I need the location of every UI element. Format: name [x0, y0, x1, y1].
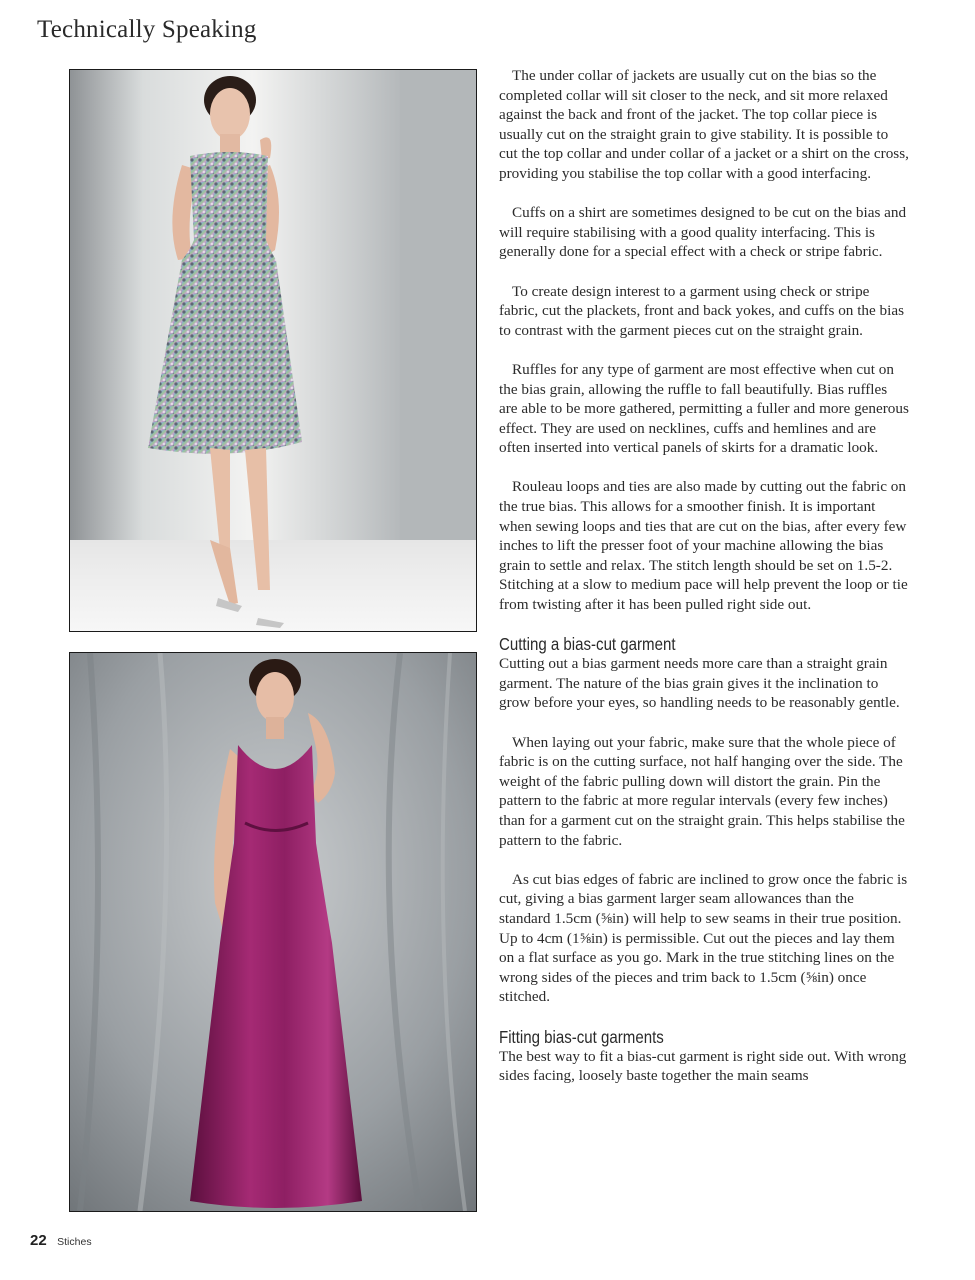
paragraph-under-collar: The under collar of jackets are usually cut on the bias so the completed collar will sit closer to the neck, and sit more relaxed against the back and front of the jacket. The top collar piece is usually cut on the straight grain to give stability. It is possible to cut the top collar and under collar of a jacket or a shirt on the cross, providing you stabilise the top collar with a good interfacing. — [499, 67, 909, 182]
paragraph-design-interest: To create design interest to a garment using check or stripe fabric, cut the plackets, front and back yokes, and cuffs on the bias to contrast with the garment pieces cut on the straight grain. — [499, 282, 905, 339]
paragraph-rouleau: Rouleau loops and ties are also made by cutting out the fabric on the true bias. This allows for a smoother finish. It is important when sewing loops and ties that are cut on the bias, after every few inches to lift the presser foot of your machine allowing the bias grain to settle and relax. The stitch length should be set on 1.5-2. Stitching at a slow to medium pace will help prevent the loop or tie from twisting after it has been pulled right side out. — [499, 478, 908, 614]
magazine-name: Stiches — [57, 1236, 92, 1248]
paragraph-seam-allowances: As cut bias edges of fabric are inclined to grow once the fabric is cut, giving a bias garment larger seam allowances than the standard 1.5cm (⅝in) will help to sew seams in their true position. Up to 4cm (1⅝in) is permissible. Cut out the pieces and lay them on a flat surface as you go. Mark in the true stitching lines on the wrong sides of the pieces and trim back to 1.5cm (⅝in) once stitched. — [499, 870, 908, 1006]
paragraph-fitting: The best way to fit a bias-cut garment is right side out. With wrong sides facing, loosely baste together the main seams — [499, 1047, 907, 1085]
heading-fitting: Fitting bias-cut garments — [499, 1026, 664, 1047]
paragraph-cuffs: Cuffs on a shirt are sometimes designed to be cut on the bias and will require stabilising with a good quality interfacing. This is generally done for a special effect with a check or stripe fabric. — [499, 204, 907, 261]
page-footer — [30, 1232, 92, 1250]
photo-sequin-dress — [69, 69, 477, 632]
article-column — [499, 66, 909, 1105]
section-title: Technically Speaking — [37, 16, 257, 43]
sequin-dress-illustration — [70, 70, 476, 631]
page-number: 22 — [30, 1232, 47, 1249]
magenta-gown-illustration — [70, 653, 476, 1211]
photo-magenta-gown — [69, 652, 477, 1212]
paragraph-laying-out: When laying out your fabric, make sure that the whole piece of fabric is on the cutting surface, not half hanging over the side. The weight of the fabric pulling down will distort the grain. Pin the pattern to the fabric at more regular intervals (every few inches) than for a garment cut on the straight grain. This helps stabilise the pattern to the fabric. — [499, 733, 905, 849]
paragraph-ruffles: Ruffles for any type of garment are most effective when cut on the bias grain, allowing the ruffle to fall beautifully. Bias ruffles are able to be more gathered, permitting a fuller and more generous effect. They are used on necklines, cuffs and hemlines and are often inserted into vertical panels of skirts for a dramatic look. — [499, 360, 909, 457]
paragraph-cutting-intro: Cutting out a bias garment needs more care than a straight grain garment. The nature of the bias grain gives it the inclination to grow before your eyes, so handling needs to be reasonably gentle. — [499, 655, 900, 712]
heading-cutting: Cutting a bias-cut garment — [499, 634, 676, 655]
